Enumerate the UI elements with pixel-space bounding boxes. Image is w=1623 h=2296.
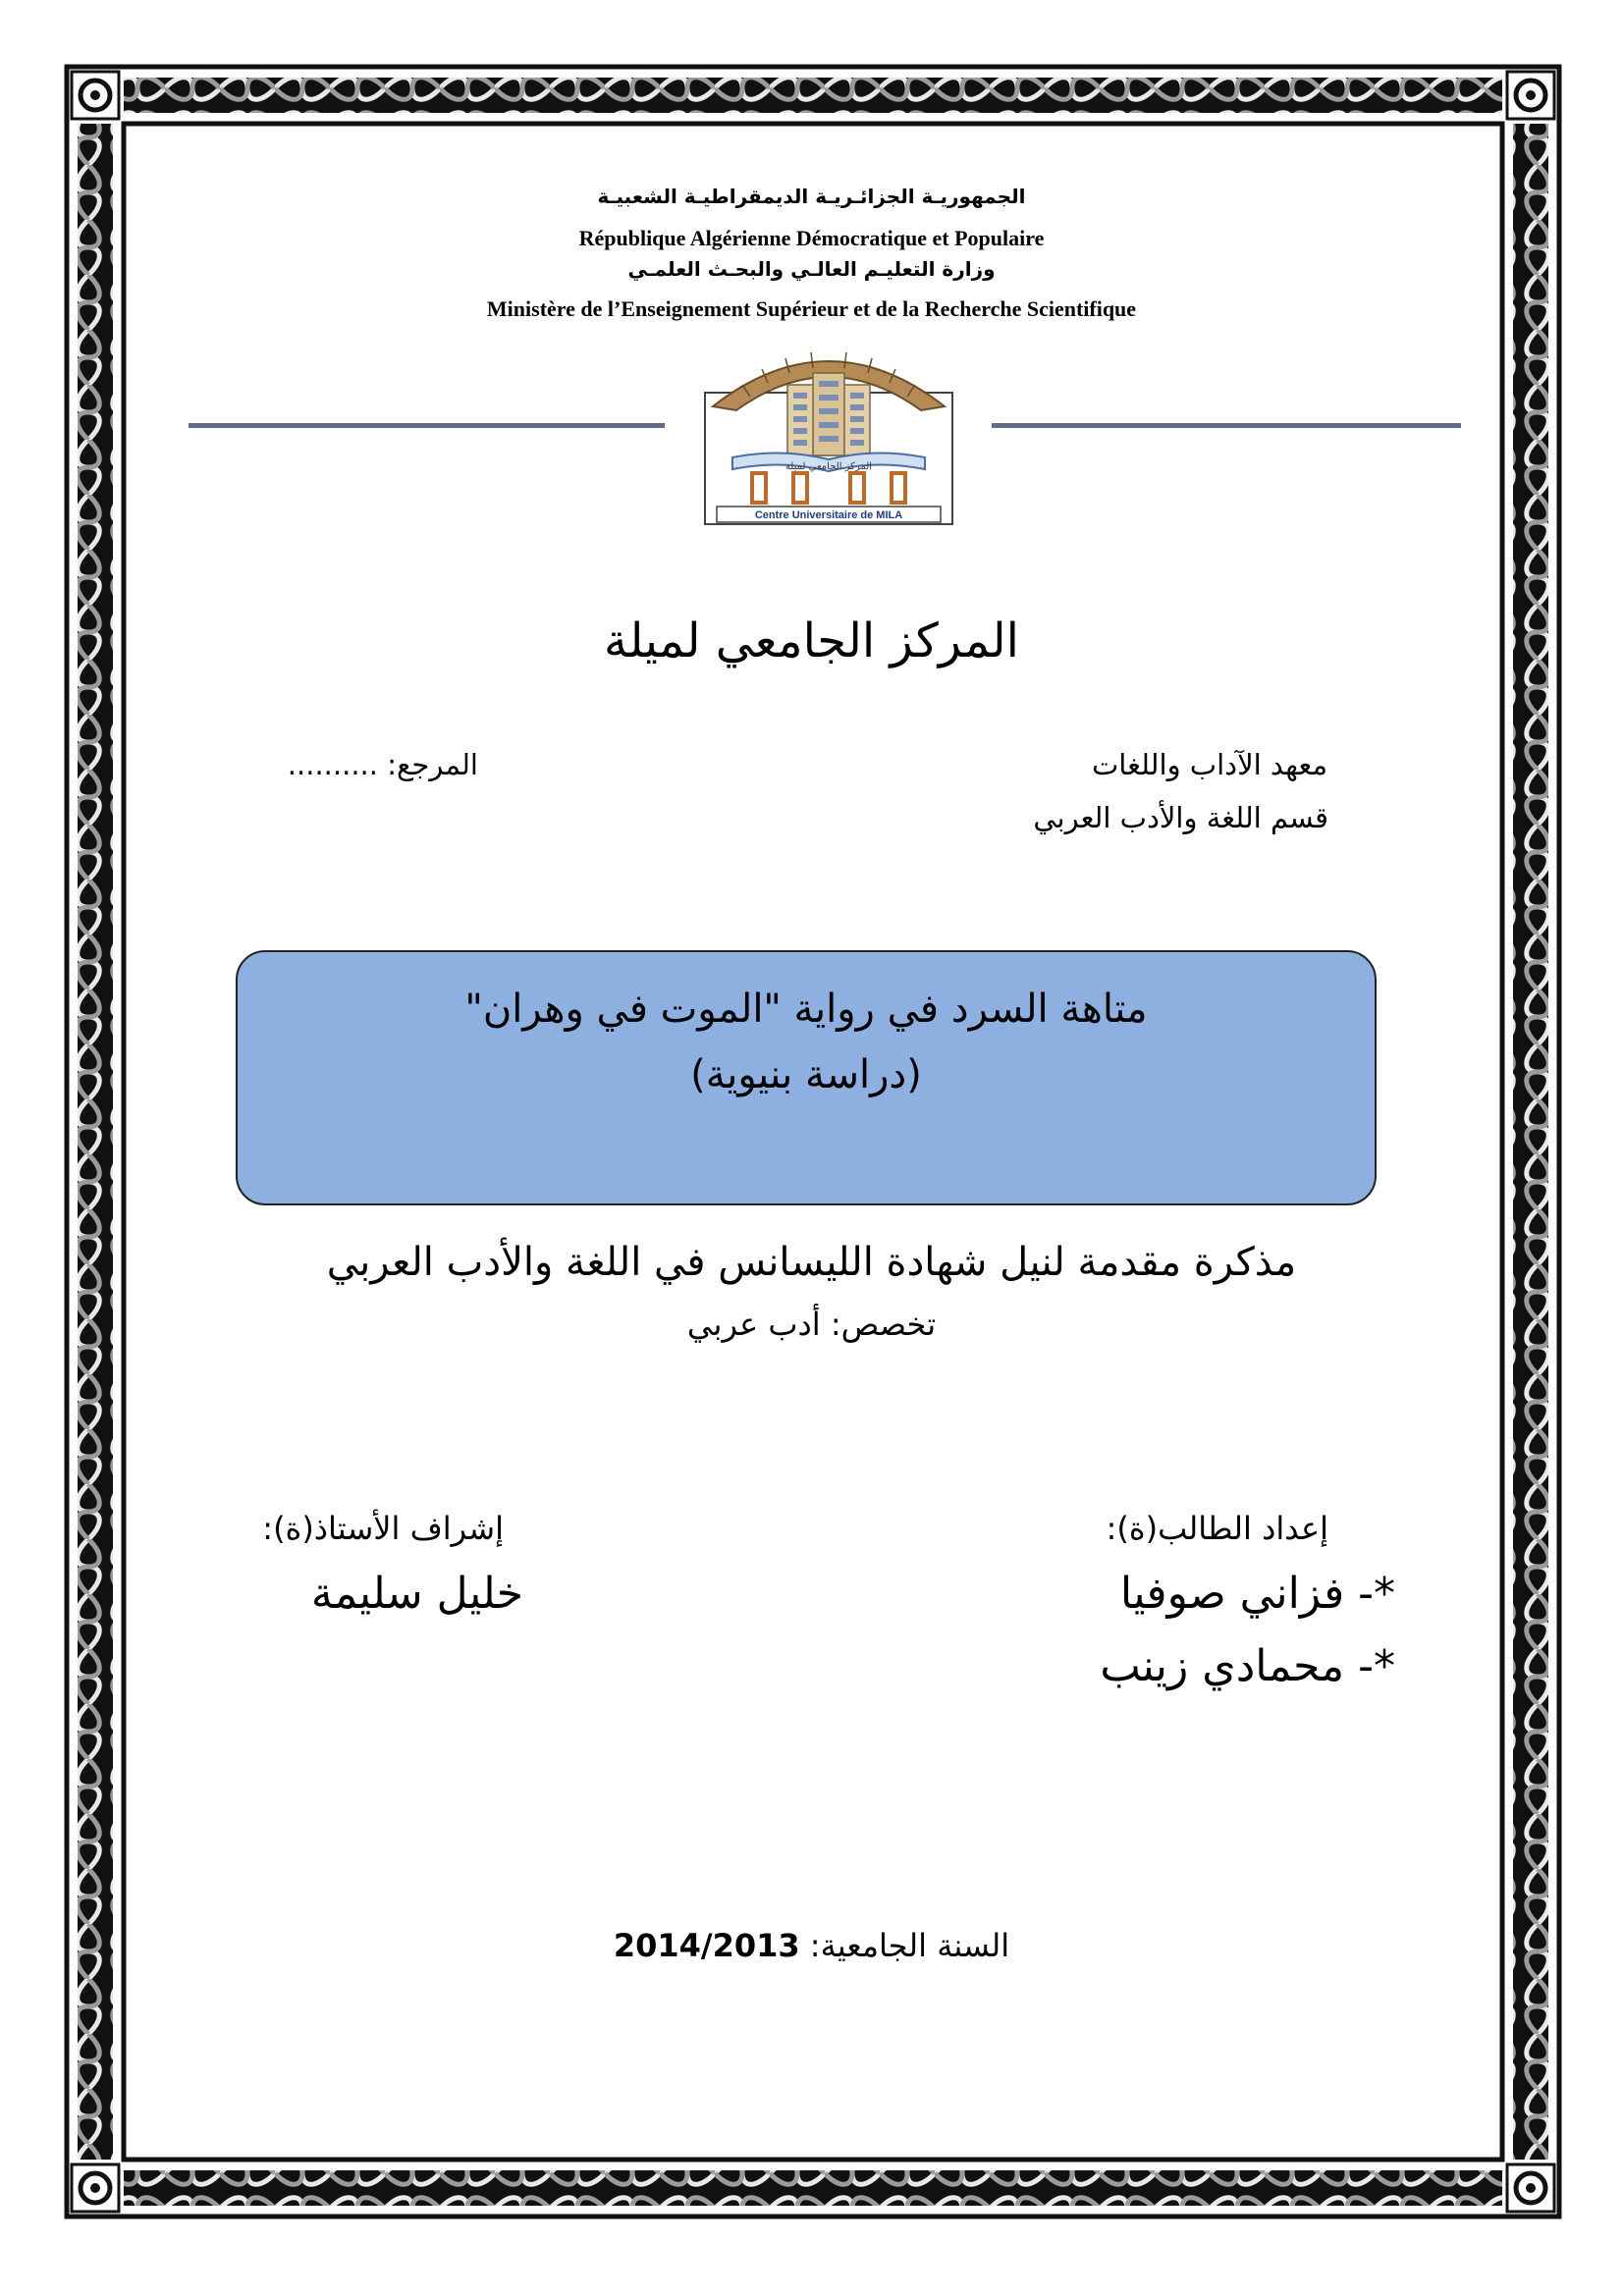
department-name: قسم اللغة والأدب العربي [1033, 801, 1328, 834]
logo-caption: Centre Universitaire de MILA [754, 509, 903, 521]
header-rule-right [992, 423, 1461, 428]
institute-name: معهد الآداب واللغات [1091, 748, 1327, 781]
supervisor-label: إشراف الأستاذ(ة): [262, 1510, 504, 1547]
thesis-subtitle: (دراسة بنيوية) [690, 1052, 922, 1097]
reference-label: المرجع: .......... [287, 748, 478, 781]
university-name: المركز الجامعي لميلة [604, 614, 1019, 668]
header-rule-left [189, 423, 665, 428]
ministry-ar: وزارة التعليـم العالـي والبحـث العلمـي [627, 257, 996, 281]
academic-year [0, 1927, 1623, 1964]
academic-year-value: 2014/2013 [613, 1927, 800, 1964]
ministry-fr: Ministère de l’Enseignement Supérieur et de la Recherche Scientifique [486, 296, 1137, 321]
student-name-2: *- محمادي زينب [1100, 1641, 1395, 1691]
academic-year-label: السنة الجامعية: [809, 1927, 1010, 1964]
thesis-title: متاهة السرد في رواية "الموت في وهران" [464, 987, 1148, 1032]
student-name-1: *- فزاني صوفيا [1119, 1569, 1395, 1619]
supervisor-name: خليل سليمة [310, 1569, 523, 1619]
memo-line: مذكرة مقدمة لنيل شهادة الليسانس في اللغة والأدب العربي [326, 1240, 1297, 1285]
university-logo [703, 346, 954, 526]
logo-inscription: المركز الجامعي لميلة [784, 461, 873, 472]
specialization: تخصص: أدب عربي [686, 1306, 937, 1343]
republic-ar: الجمهوريـة الجزائـريـة الديمقراطيـة الشعبيـة [597, 185, 1026, 208]
students-label: إعداد الطالب(ة): [1106, 1510, 1328, 1547]
republic-fr: République Algérienne Démocratique et Populaire [578, 226, 1045, 250]
